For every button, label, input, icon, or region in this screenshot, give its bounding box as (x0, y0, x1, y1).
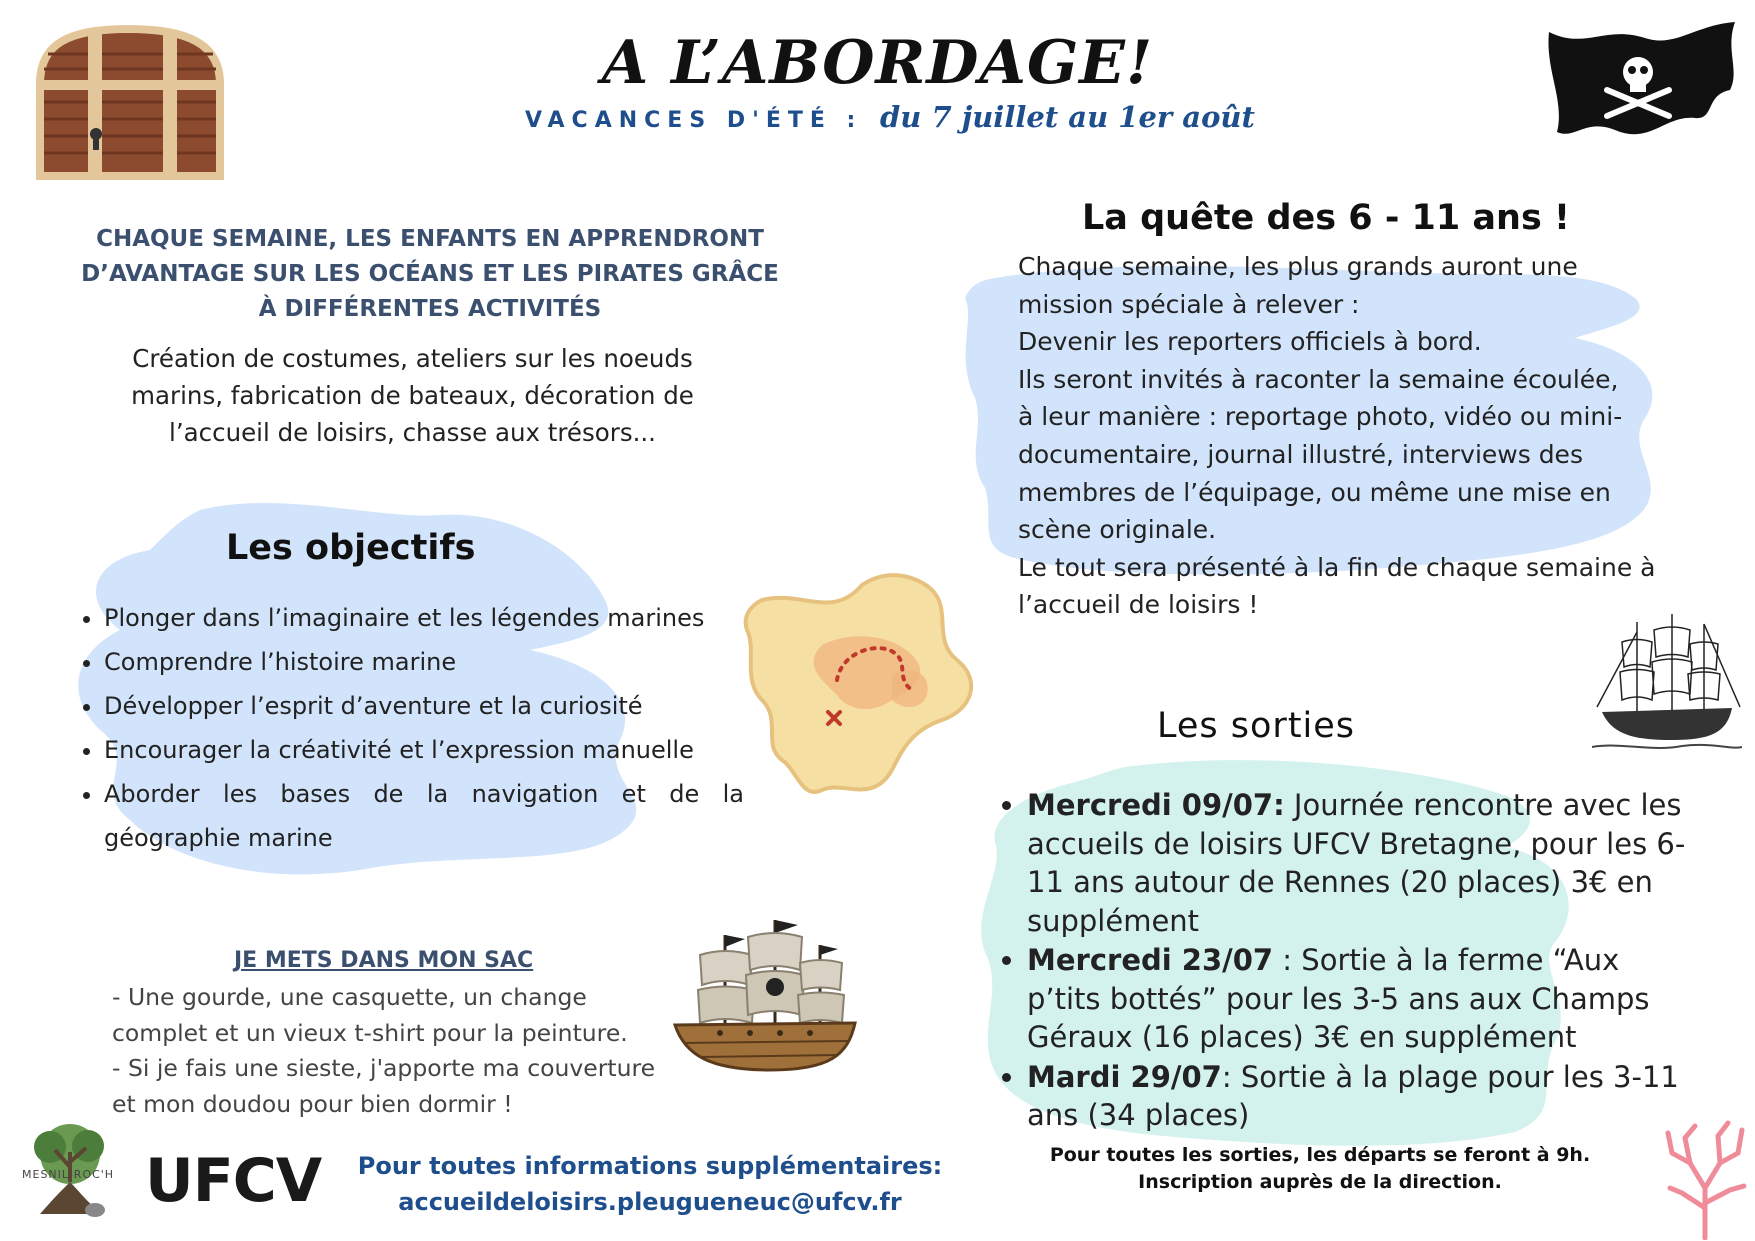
bag-body (112, 980, 672, 1122)
pirate-flag-icon (1545, 20, 1740, 148)
bag-title: JE METS DANS MON SAC (234, 948, 534, 973)
quest-line: scène originale. (1018, 515, 1217, 545)
contact-label: Pour toutes informations supplémentaires: (357, 1152, 943, 1180)
quest-line: Ils seront invités à raconter la semaine écoulée, (1018, 364, 1619, 394)
galleon-sketch-icon (1592, 612, 1742, 760)
outings-note: Pour toutes les sorties, les départs se feront à 9h. Inscription auprès de la direction. (1049, 1144, 1591, 1193)
contact-email-link[interactable]: accueildeloisirs.pleugueneuc@ufcv.fr (398, 1188, 902, 1216)
quest-line: mission spéciale à relever : (1018, 289, 1360, 319)
quest-line: documentaire, journal illustré, interviews des (1018, 439, 1583, 469)
quest-line: Le tout sera présenté à la fin de chaque semaine à (1018, 552, 1656, 582)
mesnil-logo-text: MESNIL-ROC'H (22, 1168, 115, 1181)
coral-icon (1660, 1118, 1750, 1240)
list-item (1027, 1058, 1687, 1135)
quest-body (1018, 248, 1668, 624)
intro-body: Création de costumes, ateliers sur les noeuds marins, fabrication de bateaux, décoration de l’accueil de loisirs, chasse aux trésors... (131, 344, 694, 447)
objectives-title: Les objectifs (226, 528, 476, 568)
objectives-list (70, 596, 744, 860)
intro-heading: CHAQUE SEMAINE, LES ENFANTS EN APPRENDRONT D’AVANTAGE SUR LES OCÉANS ET LES PIRATES GRÂCE À DIFFÉRENTES ACTIVITÉS (81, 226, 779, 322)
outing-text: : Sortie à la ferme “Aux p’tits bottés” pour les 3-5 ans aux Champs Géraux (16 places) 3€ en supplément (1027, 943, 1650, 1054)
outing-text: Journée rencontre avec les accueils de loisirs UFCV Bretagne, pour les 6-11 ans autour de Rennes (20 places) 3€ en supplément (1027, 788, 1686, 938)
page-title: A L’ABORDAGE! (601, 28, 1154, 98)
quest-title: La quête des 6 - 11 ans ! (1082, 198, 1570, 238)
outings-title: Les sorties (1157, 706, 1356, 746)
list-item: • Comprendre l’histoire marine (104, 640, 744, 684)
list-item: • Encourager la créativité et l’expression manuelle (104, 728, 744, 772)
outing-date: Mercredi 23/07 (1027, 943, 1274, 977)
outing-text: : Sortie à la plage pour les 3-11 ans (34 places) (1027, 1059, 1679, 1132)
period-dates: du 7 juillet au 1er août (880, 100, 1255, 134)
list-item: • Aborder les bases de la navigation et de la géographie marine (104, 772, 744, 860)
quest-line: Devenir les reporters officiels à bord. (1018, 327, 1482, 357)
treasure-map-icon (742, 570, 987, 805)
outings-list (990, 786, 1687, 1136)
pirate-ship-icon (670, 915, 860, 1080)
quest-line: Chaque semaine, les plus grands auront une (1018, 252, 1578, 281)
treasure-chest-icon (28, 24, 233, 184)
bag-line: - Si je fais une sieste, j'apporte ma couverture et mon doudou pour bien dormir ! (112, 1054, 656, 1118)
list-item: • Développer l’esprit d’aventure et la curiosité (104, 684, 744, 728)
quest-line: à leur manière : reportage photo, vidéo ou mini- (1018, 402, 1623, 432)
outing-date: Mercredi 09/07: (1027, 788, 1285, 822)
list-item (1027, 941, 1687, 1057)
period-label: VACANCES D'ÉTÉ : (525, 108, 863, 133)
contact-block (340, 1148, 960, 1220)
list-item (1027, 786, 1687, 940)
list-item: • Plonger dans l’imaginaire et les légendes marines (104, 596, 744, 640)
quest-line: l’accueil de loisirs ! (1018, 590, 1259, 620)
ufcv-logo: UFCV (145, 1146, 322, 1216)
quest-line: membres de l’équipage, ou même une mise en (1018, 477, 1611, 507)
outing-date: Mardi 29/07 (1027, 1059, 1222, 1094)
bag-line: - Une gourde, une casquette, un change complet et un vieux t-shirt pour la peinture. (112, 983, 628, 1047)
